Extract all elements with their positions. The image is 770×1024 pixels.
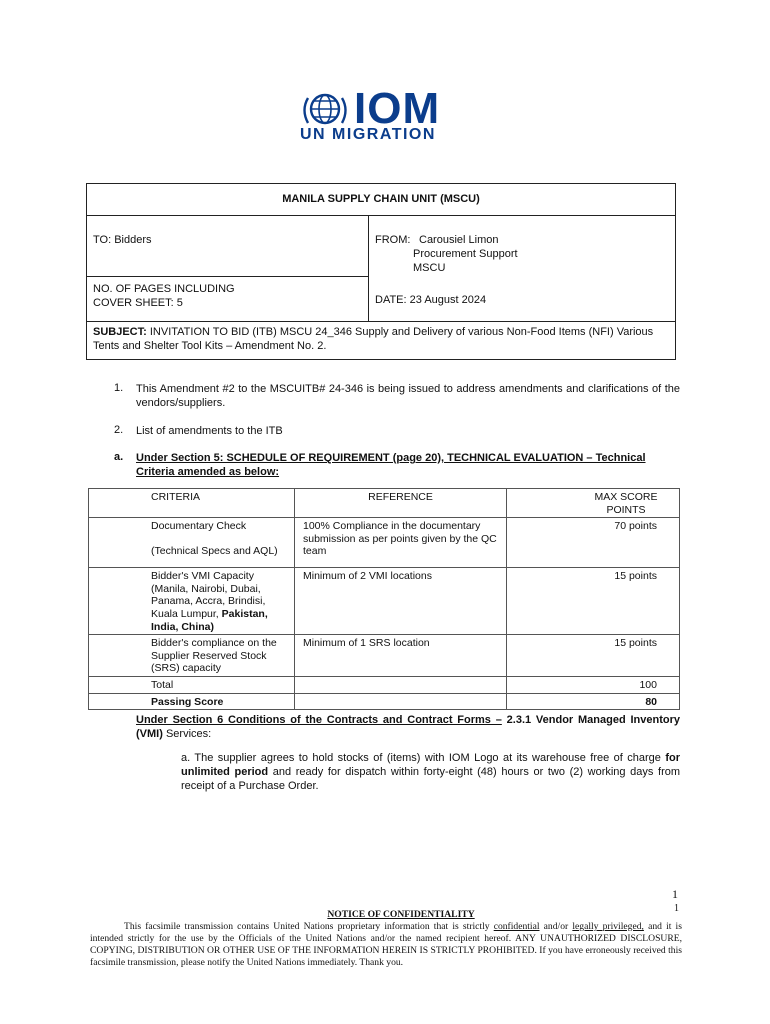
empty-cell [295, 676, 507, 693]
criteria-cell [89, 568, 295, 635]
total-label: Total [89, 676, 295, 693]
criteria-cell: Bidder's compliance on the Supplier Reserved Stock (SRS) capacity [89, 635, 295, 677]
divider [87, 215, 675, 216]
table-row [89, 568, 680, 635]
clause-a-bold: for unlimited period [181, 752, 680, 778]
page-number-sub: 1 [674, 903, 679, 914]
table-row [89, 518, 680, 568]
subject-label: SUBJECT: [93, 326, 147, 338]
score-cell: 15 points [507, 568, 680, 635]
notice-confidential: confidential [493, 921, 540, 932]
section-6-heading [136, 713, 680, 741]
item-letter: a. [114, 451, 124, 463]
from-unit: MSCU [413, 262, 446, 274]
subject-text: INVITATION TO BID (ITB) MSCU 24_346 Supply and Delivery of various Non-Food Items (NFI) Various Tents and Shelter Tool Kits – Amendment No. 2. [93, 326, 654, 352]
pages-value: COVER SHEET: 5 [93, 297, 183, 309]
passing-label: Passing Score [89, 693, 295, 710]
criteria-subtext: (Technical Specs and AQL) [151, 544, 278, 557]
subject-line [93, 325, 669, 353]
header-max-score: MAX SCORE POINTS [507, 489, 680, 518]
notice-legally-privileged: legally privileged, [572, 921, 644, 932]
confidentiality-notice [90, 909, 682, 969]
divider [87, 276, 368, 277]
empty-cell [295, 693, 507, 710]
item-1-text: This Amendment #2 to the MSCUITB# 24-346 is being issued to address amendments and clarifications of the vendors/suppliers. [136, 383, 680, 409]
page-number: 1 [672, 887, 678, 901]
divider [368, 215, 369, 321]
score-cell: 15 points [507, 635, 680, 677]
fax-header-box [86, 183, 676, 360]
header-reference: REFERENCE [295, 489, 507, 518]
section-6-heading-text: Under Section 6 Conditions of the Contracts and Contract Forms – [136, 714, 502, 726]
clause-a [181, 751, 680, 793]
from-label: FROM: [375, 234, 411, 246]
iom-logo [298, 84, 468, 146]
item-number: 2. [114, 424, 124, 436]
date-field: DATE: 23 August 2024 [375, 294, 487, 306]
criteria-text: Bidder's VMI Capacity (Manila, Nairobi, Dubai, Panama, Accra, Brindisi, Kuala Lumpur, [151, 570, 266, 620]
to-field: TO: Bidders [93, 234, 152, 246]
table-row [89, 635, 680, 677]
logo-subtitle: UN MIGRATION [300, 126, 436, 143]
table-header-row [89, 489, 680, 518]
notice-body [90, 921, 682, 969]
reference-cell: 100% Compliance in the documentary submission as per points given by the QC team [295, 518, 507, 568]
item-a-text: Under Section 5: SCHEDULE OF REQUIREMENT (page 20), TECHNICAL EVALUATION – Technical Criteria amended as below: [136, 452, 646, 478]
item-2-text: List of amendments to the ITB [136, 425, 283, 437]
from-name: Carousiel Limon [419, 234, 499, 246]
notice-and-or: and/or [543, 921, 569, 932]
table-row [89, 676, 680, 693]
clause-a-start: a. The supplier agrees to hold stocks of (items) with IOM Logo at its warehouse free of charge [181, 752, 661, 764]
criteria-cell [89, 518, 295, 568]
criteria-bold-text: Pakistan, India, China) [151, 607, 268, 633]
table-row [89, 693, 680, 710]
criteria-text: Documentary Check [151, 520, 247, 533]
logo-wordmark: IOM [354, 84, 441, 133]
from-role: Procurement Support [413, 248, 518, 260]
un-emblem-icon [298, 90, 352, 130]
total-value: 100 [507, 676, 680, 693]
header-criteria: CRITERIA [89, 489, 295, 518]
reference-cell: Minimum of 1 SRS location [295, 635, 507, 677]
pages-label: NO. OF PAGES INCLUDING [93, 283, 235, 295]
reference-cell: Minimum of 2 VMI locations [295, 568, 507, 635]
section-6-tail: Services: [165, 728, 212, 740]
notice-text-start: This facsimile transmission contains United Nations proprietary information that is strictly [124, 921, 490, 932]
criteria-table [88, 488, 680, 710]
divider [87, 321, 675, 322]
item-number: 1. [114, 382, 124, 394]
passing-value: 80 [507, 693, 680, 710]
section-6-vmi: 2.3.1 Vendor Managed Inventory (VMI) [136, 714, 681, 740]
unit-title: MANILA SUPPLY CHAIN UNIT (MSCU) [282, 193, 480, 205]
clause-a-end: and ready for dispatch within forty-eight (48) hours or two (2) working days from receipt of a Purchase Order. [181, 766, 681, 792]
score-cell: 70 points [507, 518, 680, 568]
notice-title: NOTICE OF CONFIDENTIALITY [327, 909, 475, 920]
notice-text-end: and it is intended strictly for the use by the Officials of the United Nations and/or the named recipient hereof. ANY UNAUTHORIZED DISCLOSURE, COPYING, DISTRIBUTION OR OTHER USE OF THE INFORMATION HEREIN IS STRICTLY PROHIBITED. If you have erroneously received this facsimile transmission, please notify the United Nations immediately. Thank you. [90, 921, 682, 968]
